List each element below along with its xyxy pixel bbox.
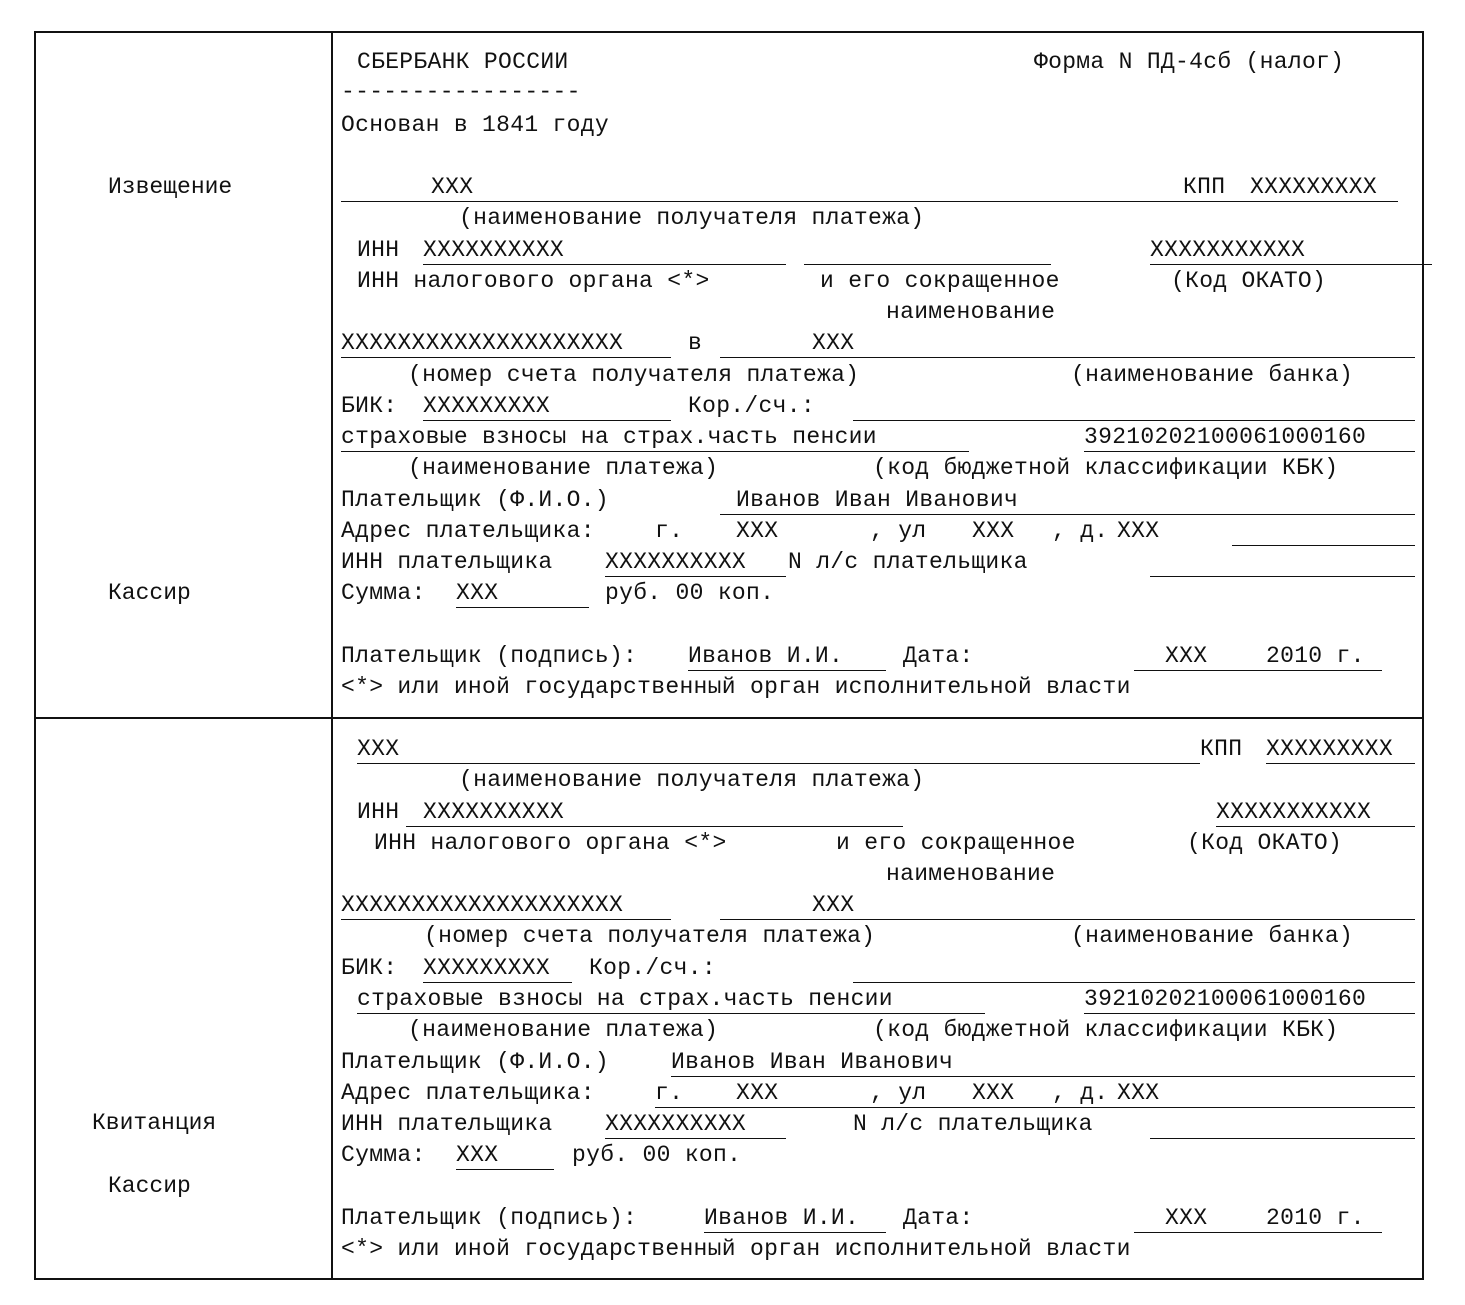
payer-underline <box>720 514 1415 515</box>
address-city-prefix-2: г. <box>655 1080 684 1106</box>
address-street-prefix-2: , ул <box>870 1080 927 1106</box>
short-name-caption: и его сокращенное <box>820 268 1060 294</box>
date-year: 2010 г. <box>1266 643 1365 669</box>
kbk-value: 39210202100061000160 <box>1084 424 1367 450</box>
address-city-2: XXX <box>736 1080 779 1106</box>
purpose-underline <box>341 451 969 452</box>
footnote-2: <*> или иной государственный орган исполнительной власти <box>341 1236 1131 1262</box>
recipient-underline <box>341 201 1398 202</box>
sign-underline <box>688 670 886 671</box>
payer-inn-value-2: XXXXXXXXXX <box>605 1111 747 1137</box>
okato-value-2: XXXXXXXXXXX <box>1216 799 1372 825</box>
bik-value: XXXXXXXXX <box>423 393 550 419</box>
date-day: XXX <box>1165 643 1208 669</box>
kbk-value-2: 39210202100061000160 <box>1084 986 1367 1012</box>
tax-short-name-underline <box>804 264 1051 265</box>
account-value: XXXXXXXXXXXXXXXXXXXX <box>341 330 624 356</box>
date-year-2: 2010 г. <box>1266 1205 1365 1231</box>
founded-text: Основан в 1841 году <box>341 112 609 138</box>
purpose-underline-2 <box>357 1013 985 1014</box>
date-underline-2 <box>1134 1232 1382 1233</box>
date-underline <box>1134 670 1382 671</box>
address-underline-2 <box>655 1107 1415 1108</box>
payer-label: Плательщик (Ф.И.О.) <box>341 487 609 513</box>
okato-caption-2: (Код ОКАТО) <box>1187 830 1343 856</box>
address-city-prefix: г. <box>655 518 684 544</box>
purpose-value-2: страховые взносы на страх.часть пенсии <box>357 986 893 1012</box>
payer-inn-label: ИНН плательщика <box>341 549 553 575</box>
address-house-2: XXX <box>1117 1080 1160 1106</box>
bank-caption: (наименование банка) <box>1071 362 1354 388</box>
address-underline <box>1232 545 1415 546</box>
payer-label-2: Плательщик (Ф.И.О.) <box>341 1049 609 1075</box>
date-label-2: Дата: <box>903 1205 974 1231</box>
recipient-caption-2: (наименование получателя платежа) <box>459 767 925 793</box>
header-dashes: ----------------- <box>341 79 581 105</box>
kpp-label-2: КПП <box>1200 736 1243 762</box>
kbk-caption: (код бюджетной классификации КБК) <box>873 455 1339 481</box>
bank-value: XXX <box>812 330 855 356</box>
okato-value: XXXXXXXXXXX <box>1150 237 1306 263</box>
date-label: Дата: <box>903 643 974 669</box>
okato-underline <box>1150 264 1432 265</box>
kpp-label: КПП <box>1183 174 1226 200</box>
inn-label-2: ИНН <box>357 799 400 825</box>
kbk-underline-2 <box>1084 1013 1415 1014</box>
payer-inn-underline-2 <box>605 1138 786 1139</box>
bank-name: СБЕРБАНК РОССИИ <box>357 49 569 75</box>
sign-label-2: Плательщик (подпись): <box>341 1205 638 1231</box>
footnote: <*> или иной государственный орган исполнительной власти <box>341 674 1131 700</box>
sign-value: Иванов И.И. <box>688 643 844 669</box>
inn-value-2: XXXXXXXXXX <box>423 799 565 825</box>
sign-value-2: Иванов И.И. <box>704 1205 860 1231</box>
recipient-name: XXX <box>431 174 474 200</box>
name-caption-2: наименование <box>886 861 1056 887</box>
payer-name: Иванов Иван Иванович <box>736 487 1019 513</box>
address-city: XXX <box>736 518 779 544</box>
form-number: Форма N ПД-4сб (налог) <box>1034 49 1345 75</box>
kbk-underline <box>1084 451 1415 452</box>
payer-inn-value: XXXXXXXXXX <box>605 549 747 575</box>
short-name-caption-2: и его сокращенное <box>836 830 1076 856</box>
bank-value-2: XXX <box>812 892 855 918</box>
address-street-2: XXX <box>972 1080 1015 1106</box>
column-divider <box>331 31 333 1280</box>
rub-text: руб. 00 коп. <box>605 580 775 606</box>
sum-value-2: XXX <box>456 1142 499 1168</box>
payer-inn-underline <box>605 576 786 577</box>
account-caption: (номер счета получателя платежа) <box>408 362 860 388</box>
date-day-2: XXX <box>1165 1205 1208 1231</box>
sum-underline <box>456 607 589 608</box>
bank-underline-2 <box>720 919 1415 920</box>
inn-value: XXXXXXXXXX <box>423 237 565 263</box>
address-house-prefix: , д. <box>1052 518 1109 544</box>
ls-label: N л/с плательщика <box>788 549 1028 575</box>
address-house: XXX <box>1117 518 1160 544</box>
in-word: в <box>688 330 703 356</box>
tax-caption-2: ИНН налогового органа <*> <box>374 830 727 856</box>
bank-caption-2: (наименование банка) <box>1071 923 1354 949</box>
purpose-caption-2: (наименование платежа) <box>408 1017 719 1043</box>
account-value-2: XXXXXXXXXXXXXXXXXXXX <box>341 892 624 918</box>
okato-underline-2 <box>1216 826 1415 827</box>
kor-underline-2 <box>853 982 1415 983</box>
address-street: XXX <box>972 518 1015 544</box>
bik-label-2: БИК: <box>341 955 398 981</box>
kor-underline <box>853 420 1415 421</box>
kbk-caption-2: (код бюджетной классификации КБК) <box>873 1017 1339 1043</box>
inn-underline-2 <box>406 826 903 827</box>
notice-label: Извещение <box>108 174 233 200</box>
receipt-label: Квитанция <box>92 1110 217 1136</box>
kpp-value-2: XXXXXXXXX <box>1266 736 1393 762</box>
address-label-2: Адрес плательщика: <box>341 1080 595 1106</box>
sum-label: Сумма: <box>341 580 426 606</box>
account-underline-2 <box>341 919 671 920</box>
account-underline <box>341 357 671 358</box>
purpose-value: страховые взносы на страх.часть пенсии <box>341 424 877 450</box>
recipient-caption: (наименование получателя платежа) <box>459 205 925 231</box>
cashier-label: Кассир <box>108 580 191 606</box>
rub-text-2: руб. 00 коп. <box>572 1142 742 1168</box>
purpose-caption: (наименование платежа) <box>408 455 719 481</box>
sum-value: XXX <box>456 580 499 606</box>
payer-name-2: Иванов Иван Иванович <box>671 1049 954 1075</box>
kpp-value: XXXXXXXXX <box>1250 174 1377 200</box>
recipient-name-2: XXX <box>357 736 400 762</box>
account-caption-2: (номер счета получателя платежа) <box>424 923 876 949</box>
address-street-prefix: , ул <box>870 518 927 544</box>
section-divider <box>34 717 1424 719</box>
okato-caption: (Код ОКАТО) <box>1171 268 1327 294</box>
payer-inn-label-2: ИНН плательщика <box>341 1111 553 1137</box>
inn-label: ИНН <box>357 237 400 263</box>
address-label: Адрес плательщика: <box>341 518 595 544</box>
sum-label-2: Сумма: <box>341 1142 426 1168</box>
cashier-label-2: Кассир <box>108 1173 191 1199</box>
kor-label-2: Кор./сч.: <box>589 955 716 981</box>
bik-value-2: XXXXXXXXX <box>423 955 550 981</box>
sign-label: Плательщик (подпись): <box>341 643 638 669</box>
kor-label: Кор./сч.: <box>688 393 815 419</box>
ls-label-2: N л/с плательщика <box>853 1111 1093 1137</box>
ls-underline <box>1150 576 1415 577</box>
address-house-prefix-2: , д. <box>1052 1080 1109 1106</box>
name-caption: наименование <box>886 299 1056 325</box>
sum-underline-2 <box>456 1169 554 1170</box>
bank-underline <box>720 357 1415 358</box>
ls-underline-2 <box>1150 1138 1415 1139</box>
payer-underline-2 <box>671 1076 1415 1077</box>
recipient-underline-2 <box>357 763 1200 764</box>
tax-caption: ИНН налогового органа <*> <box>357 268 710 294</box>
bik-underline-2 <box>423 982 572 983</box>
sign-underline-2 <box>704 1232 886 1233</box>
bik-label: БИК: <box>341 393 398 419</box>
kpp-underline-2 <box>1266 763 1415 764</box>
bik-underline <box>423 420 671 421</box>
inn-underline <box>423 264 786 265</box>
